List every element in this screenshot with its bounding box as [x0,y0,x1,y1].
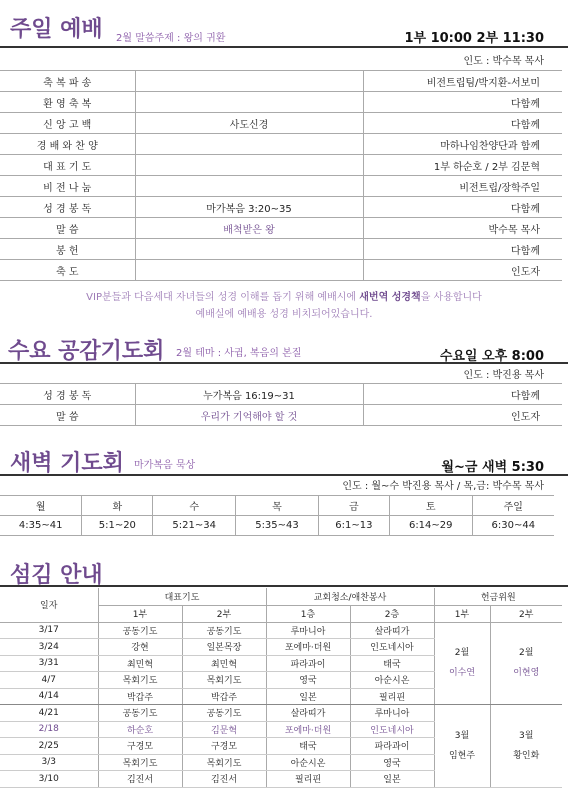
col-cleaning: 교회청소/애찬봉사 [266,588,434,605]
duty-cell-c2: 인도네시아 [350,639,434,656]
wednesday-title: 수요 공감기도회 [8,339,165,364]
dawn-passage: 6:1~13 [318,516,389,536]
order-item: 봉 헌 [0,239,135,260]
sunday-order-row [0,239,562,260]
duty-cell-p1: 김진서 [98,771,182,788]
wednesday-leader: 인도 : 박진용 목사 [463,370,544,381]
sunday-notice [0,288,568,303]
order-person: 다함께 [363,239,562,260]
order-person: 박수목 목사 [363,218,562,239]
duty-cell-c1: 루마니아 [266,622,350,639]
duty-cell-date: 3/31 [0,655,98,672]
duty-table [0,588,562,788]
duty-cell-p1: 공동기도 [98,705,182,722]
dawn-divider [0,474,568,476]
duty-cell-date: 3/24 [0,639,98,656]
duty-cell-date: 3/17 [0,622,98,639]
wednesday-order-row [0,405,562,426]
duty-cell-c2: 일본 [350,771,434,788]
col-clean-1: 1층 [266,605,350,622]
duty-cell-c1: 영국 [266,672,350,689]
dawn-passage: 5:21~34 [153,516,236,536]
duty-cell-p2: 목회기도 [182,754,266,771]
duty-cell-c2: 필리핀 [350,688,434,705]
duty-cell-date: 4/14 [0,688,98,705]
offering-name: 이수연 [448,668,476,679]
duty-cell-c1: 파라과이 [266,655,350,672]
duty-cell-p2: 공동기도 [182,705,266,722]
sunday-order-row [0,155,562,176]
order-content [135,260,363,281]
order-person: 비전트립팀/박지환-서보미 [363,71,562,92]
order-content: 배척받은 왕 [135,218,363,239]
offering-month: 2월 [519,648,534,659]
duty-cell-p1: 구경모 [98,738,182,755]
col-offering: 헌금위원 [434,588,562,605]
duty-cell-p2: 박갑주 [182,688,266,705]
dawn-passage: 5:1~20 [82,516,153,536]
wednesday-divider [0,362,568,364]
sunday-order-row [0,197,562,218]
order-person: 다함께 [363,384,562,405]
dawn-title: 새벽 기도회 [10,451,124,476]
offering-name: 임현주 [448,750,476,761]
order-content [135,134,363,155]
col-prayer-2: 2부 [182,605,266,622]
sunday-order-row [0,113,562,134]
order-item: 축 복 파 송 [0,71,135,92]
order-content: 누가복음 16:19~31 [135,384,363,405]
duty-cell-c1: 포에마·더원 [266,639,350,656]
order-content [135,176,363,197]
offering-name: 황인화 [513,750,540,761]
col-date: 일자 [0,588,98,622]
offering-cell-1 [434,705,490,788]
duty-cell-c2: 파라과이 [350,738,434,755]
duty-cell-c2: 아순시온 [350,672,434,689]
offering-cell-2 [490,705,562,788]
order-content [135,155,363,176]
duty-cell-c1: 아순시온 [266,754,350,771]
duty-cell-p1: 최민혁 [98,655,182,672]
order-person: 다함께 [363,113,562,134]
notice-text-bold: 새번역 성경책 [359,292,421,303]
sunday-divider [0,46,568,48]
sunday-leader: 인도 : 박수목 목사 [463,56,544,67]
sunday-order-row [0,134,562,155]
order-item: 경 배 와 찬 양 [0,134,135,155]
sunday-title: 주일 예배 [10,17,103,42]
duty-cell-date: 4/21 [0,705,98,722]
duty-divider [0,585,568,587]
duty-cell-c1: 태국 [266,738,350,755]
offering-name: 이현영 [513,668,540,679]
dawn-time: 월~금 새벽 5:30 [441,460,544,475]
duty-cell-p2: 일본목장 [182,639,266,656]
duty-cell-p2: 구경모 [182,738,266,755]
duty-cell-p2: 목회기도 [182,672,266,689]
sunday-order-row [0,218,562,239]
order-item: 성 경 봉 독 [0,384,135,405]
offering-month: 3월 [454,730,470,741]
dawn-day: 수 [153,496,236,516]
dawn-day: 토 [389,496,472,516]
col-prayer: 대표기도 [98,588,266,605]
order-person: 다함께 [363,92,562,113]
col-clean-2: 2층 [350,605,434,622]
order-item: 대 표 기 도 [0,155,135,176]
dawn-day: 월 [0,496,82,516]
duty-cell-date: 4/7 [0,672,98,689]
order-item: 환 영 축 복 [0,92,135,113]
order-item: 축 도 [0,260,135,281]
wednesday-order-table [0,383,562,426]
duty-cell-p1: 하순호 [98,721,182,738]
duty-cell-p2: 최민혁 [182,655,266,672]
order-person: 인도자 [363,260,562,281]
offering-month: 3월 [519,730,534,741]
duty-cell-p2: 공동기도 [182,622,266,639]
wednesday-subtitle: 2월 테마 : 사귐, 복음의 본질 [176,348,302,359]
duty-cell-p1: 강현 [98,639,182,656]
offering-month: 2월 [454,648,470,659]
order-person: 비전트립/장학주일 [363,176,562,197]
dawn-passage: 6:14~29 [389,516,472,536]
duty-cell-p1: 목회기도 [98,754,182,771]
dawn-passage: 6:30~44 [491,520,536,531]
order-person: 인도자 [363,405,562,426]
dawn-day: 화 [82,496,153,516]
order-item: 말 씀 [0,405,135,426]
duty-cell-p1: 박갑주 [98,688,182,705]
order-person: 마하나임찬양단과 함께 [363,134,562,155]
offering-cell-2 [490,622,562,705]
duty-cell-c2: 살라띠가 [350,622,434,639]
duty-cell-c2: 태국 [350,655,434,672]
duty-cell-c2: 인도네시아 [350,721,434,738]
sunday-order-row [0,260,562,281]
col-offer-1: 1부 [434,605,490,622]
wednesday-time: 수요일 오후 8:00 [439,349,544,364]
dawn-day: 금 [318,496,389,516]
duty-row [0,705,562,722]
duty-cell-c1: 필리핀 [266,771,350,788]
dawn-subtitle: 마가복음 묵상 [134,460,196,471]
order-content [135,92,363,113]
col-offer-2: 2부 [490,605,562,622]
dawn-passage: 4:35~41 [0,516,82,536]
notice-text-pre: VIP분들과 다음세대 자녀들의 성경 이해를 돕기 위해 예배시에 [86,292,360,303]
wednesday-order-row [0,384,562,405]
dawn-day: 목 [236,496,319,516]
dawn-leader: 인도 : 월~수 박진용 목사 / 목,금: 박수목 목사 [342,481,544,492]
order-person: 다함께 [363,197,562,218]
order-content: 우리가 기억해야 할 것 [135,405,363,426]
duty-cell-c1: 살라띠가 [266,705,350,722]
sunday-subtitle: 2월 말씀주제 : 왕의 귀환 [116,33,226,44]
sunday-notice-2: 예배실에 예배용 성경 비치되어있습니다. [195,309,373,320]
notice-text-post: 을 사용합니다 [420,292,482,303]
sunday-order-row [0,71,562,92]
duty-cell-p1: 목회기도 [98,672,182,689]
order-item: 비 전 나 눔 [0,176,135,197]
duty-cell-date: 3/10 [0,771,98,788]
order-content [135,71,363,92]
duty-cell-p1: 공동기도 [98,622,182,639]
sunday-times: 1부 10:00 2부 11:30 [404,31,544,46]
duty-cell-c2: 루마니아 [350,705,434,722]
dawn-passage: 5:35~43 [236,516,319,536]
sunday-order-row [0,92,562,113]
dawn-schedule-table [0,495,554,536]
offering-cell-1 [434,622,490,705]
order-item: 신 앙 고 백 [0,113,135,134]
duty-cell-c1: 일본 [266,688,350,705]
order-item: 말 씀 [0,218,135,239]
order-item: 성 경 봉 독 [0,197,135,218]
duty-cell-c1: 포에마·더원 [266,721,350,738]
duty-title: 섬김 안내 [10,563,103,588]
duty-cell-date: 2/25 [0,738,98,755]
duty-cell-date: 3/3 [0,754,98,771]
dawn-day: 주일 [472,496,554,516]
duty-cell-p2: 김문혁 [182,721,266,738]
duty-row [0,622,562,639]
duty-cell-p2: 김진서 [182,771,266,788]
order-content: 마가복음 3:20~35 [135,197,363,218]
order-content [135,239,363,260]
sunday-order-table [0,70,562,281]
sunday-order-row [0,176,562,197]
col-prayer-1: 1부 [98,605,182,622]
order-content: 사도신경 [135,113,363,134]
duty-cell-date: 2/18 [0,721,98,738]
duty-cell-c2: 영국 [350,754,434,771]
order-person: 1부 하순호 / 2부 김문혁 [363,155,562,176]
